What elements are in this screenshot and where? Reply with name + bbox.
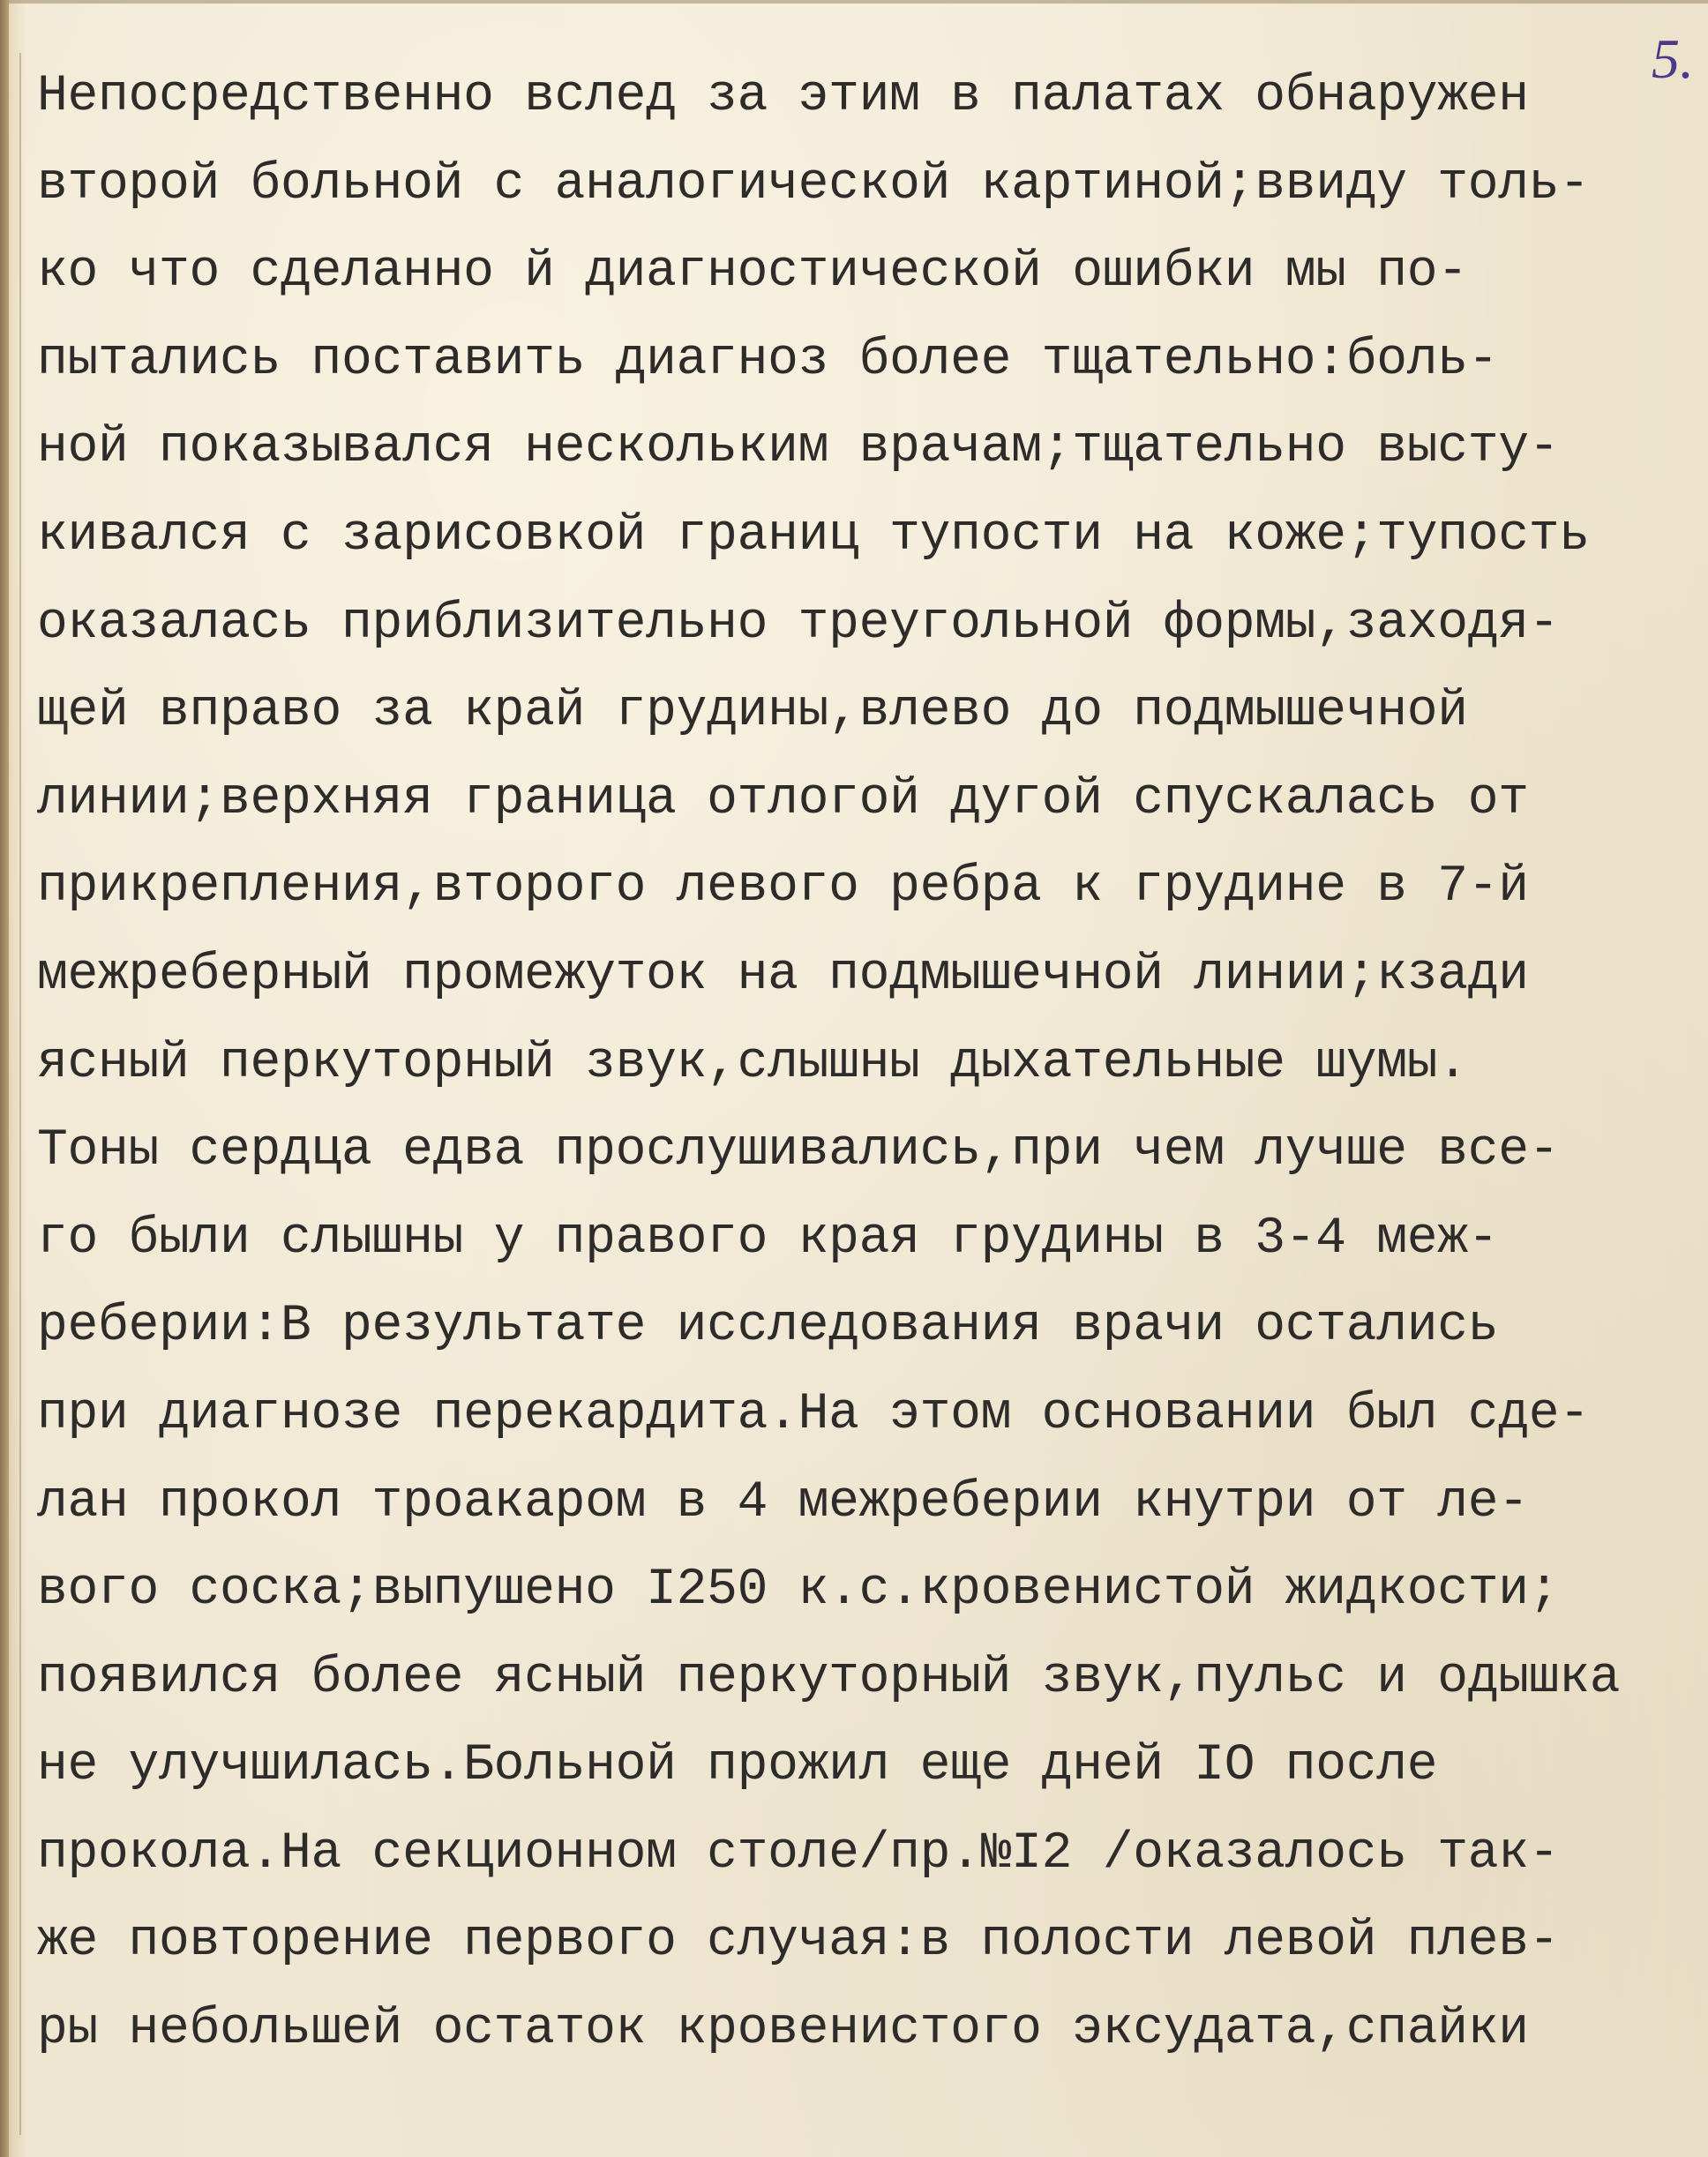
text-line: ной показывался нескольким врачам;тщательно высту- <box>37 419 1560 477</box>
page-top-edge <box>0 0 1708 4</box>
text-line: лан прокол троакаром в 4 межреберии кнутри от ле- <box>37 1473 1529 1532</box>
text-line: при диагнозе перекардита.На этом основании был сде- <box>37 1385 1590 1443</box>
text-line: прикрепления,второго левого ребра к грудине в 7-й <box>37 858 1529 917</box>
text-line: линии;верхняя граница отлогой дугой спускалась от <box>37 770 1529 828</box>
text-line: щей вправо за край грудины,влево до подмышечной <box>37 683 1468 741</box>
text-line: Тоны сердца едва прослушивались,при чем лучше все- <box>37 1122 1560 1180</box>
text-line: межреберный промежуток на подмышечной линии;кзади <box>37 946 1529 1004</box>
text-line: вого соска;выпушено I250 к.с.кровенистой жидкости; <box>37 1562 1560 1620</box>
page-number: 5. <box>1652 27 1694 90</box>
text-line: го были слышны у правого края грудины в 3-4 меж- <box>37 1210 1499 1268</box>
text-line: ры небольшей остаток кровенистого эксудата,спайки <box>37 2001 1529 2059</box>
text-line: второй больной с аналогической картиной;ввиду толь- <box>37 155 1590 213</box>
text-line: Непосредственно вслед за этим в палатах обнаружен <box>37 68 1529 125</box>
text-line: не улучшилась.Больной прожил еще дней IO после <box>37 1737 1438 1795</box>
typewritten-text <box>37 53 1696 2074</box>
text-line: реберии:В результате исследования врачи остались <box>37 1298 1499 1356</box>
page-fold-line <box>19 53 21 2135</box>
text-line: кивался с зарисовкой границ тупости на коже;тупость <box>37 506 1590 565</box>
text-line: оказалась приблизительно треугольной формы,заходя- <box>37 595 1560 653</box>
text-line: ясный перкуторный звук,слышны дыхательные шумы. <box>37 1034 1468 1092</box>
text-line: же повторение первого случая:в полости левой плев- <box>37 1913 1560 1971</box>
text-line: появился более ясный перкуторный звук,пульс и одышка <box>37 1649 1621 1707</box>
text-line: ко что сделанно й диагностической ошибки мы по- <box>37 243 1468 302</box>
page-left-edge <box>0 0 9 2157</box>
text-line: пытались поставить диагноз более тщательно:боль- <box>37 331 1499 389</box>
text-line: прокола.На секционном столе/пр.№I2 /оказалось так- <box>37 1824 1560 1883</box>
